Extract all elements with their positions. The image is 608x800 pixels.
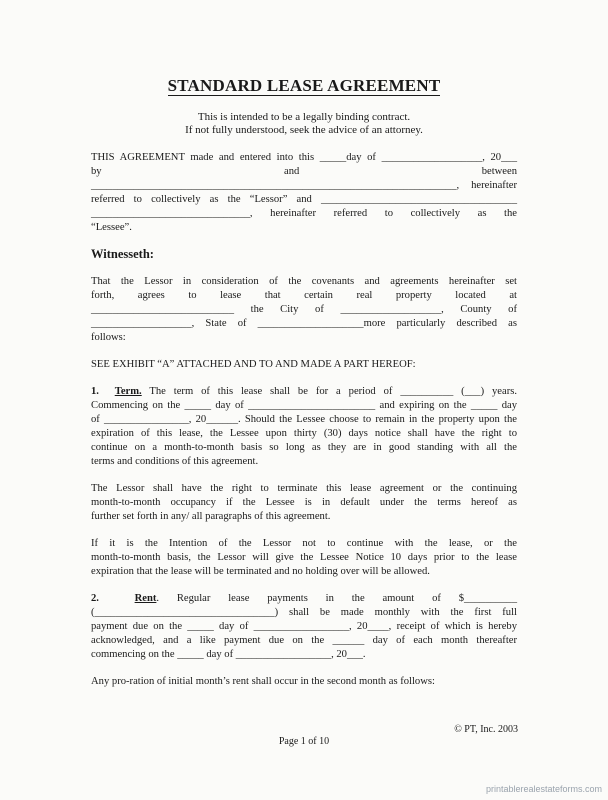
rent-line: (__________________________________) shall be made monthly with the first full xyxy=(91,607,517,618)
term-line: Commencing on the _____ day of ________________________ and expiring on the _____ day xyxy=(91,400,517,411)
exhibit-line: SEE EXHIBIT “A” ATTACHED AND TO AND MADE A PART HEREOF: xyxy=(91,359,416,370)
witness-line: forth, agrees to lease that certain real property located at xyxy=(91,290,517,301)
terminate-line: month-to-month occupancy if the Lessee is in default under the terms hereof as xyxy=(91,497,517,508)
rent-line: acknowledged, and a like payment due on the ______ day of each month thereafter xyxy=(91,635,517,646)
proration-line: Any pro-ration of initial month’s rent shall occur in the second month as follows: xyxy=(91,676,435,687)
term-line-rest: The term of this lease shall be for a period of __________ (___) years. xyxy=(141,386,518,397)
witnesseth-heading: Witnesseth: xyxy=(91,247,154,261)
term-label: Term. xyxy=(114,386,142,397)
witness-line: ___________________, State of ____________________more particularly described as xyxy=(91,318,517,329)
document-title: STANDARD LEASE AGREEMENT xyxy=(167,76,441,95)
term-line: of ________________, 20______. Should the Lessee choose to remain in the property upon the xyxy=(91,414,517,425)
terminate-line: further set forth in any/ all paragraphs of this agreement. xyxy=(91,511,331,522)
intention-line: month-to-month basis, the Lessor will give the Lessee Notice 10 days prior to the lease xyxy=(91,552,517,563)
terminate-line: The Lessor shall have the right to terminate this lease agreement or the continuing xyxy=(91,483,517,494)
subtitle-line: If not fully understood, seek the advice of an attorney. xyxy=(185,124,423,136)
intro-line: by and between xyxy=(91,166,517,177)
copyright-notice: © PT, Inc. 2003 xyxy=(454,724,518,735)
rent-number: 2. xyxy=(91,593,99,604)
witness-line: That the Lessor in consideration of the covenants and agreements hereinafter set xyxy=(91,276,517,287)
subtitle-line: This is intended to be a legally binding contract. xyxy=(197,111,411,123)
rent-label: Rent xyxy=(134,593,157,604)
rent-first-line xyxy=(91,592,517,606)
watermark: printablerealestateforms.com xyxy=(485,784,602,794)
page-number: Page 1 of 10 xyxy=(278,736,330,747)
term-number: 1. xyxy=(91,386,99,397)
intro-line: referred to collectively as the “Lessor” and _____________________________________ xyxy=(91,194,517,205)
witness-line: follows: xyxy=(91,332,126,343)
term-line: continue on a month-to-month basis so long as they are in good standing with all the xyxy=(91,442,517,453)
term-line: expiration of this lease, the Lessee upon thirty (30) days notice shall have the right to xyxy=(91,428,517,439)
intention-line: If it is the Intention of the Lessor not to continue with the lease, or the xyxy=(91,538,517,549)
witness-line: ___________________________ the City of ___________________, County of xyxy=(91,304,517,315)
term-line: terms and conditions of this agreement. xyxy=(91,456,259,467)
intro-line: THIS AGREEMENT made and entered into this _____day of ___________________, 20___ xyxy=(91,152,517,163)
intro-line: “Lessee”. xyxy=(91,222,132,233)
intro-line: _____________________________________________________________________, hereinafter xyxy=(91,180,517,191)
rent-line: commencing on the _____ day of __________________, 20___. xyxy=(91,649,366,660)
term-first-line xyxy=(91,385,517,399)
rent-line: payment due on the _____ day of __________________, 20____, receipt of which is hereby xyxy=(91,621,517,632)
rent-line-rest: . Regular lease payments in the amount of $__________ xyxy=(156,593,517,604)
intro-line: ______________________________, hereinafter referred to collectively as the xyxy=(91,208,517,219)
intention-line: expiration that the lease will be terminated and no holding over will be allowed. xyxy=(91,566,430,577)
